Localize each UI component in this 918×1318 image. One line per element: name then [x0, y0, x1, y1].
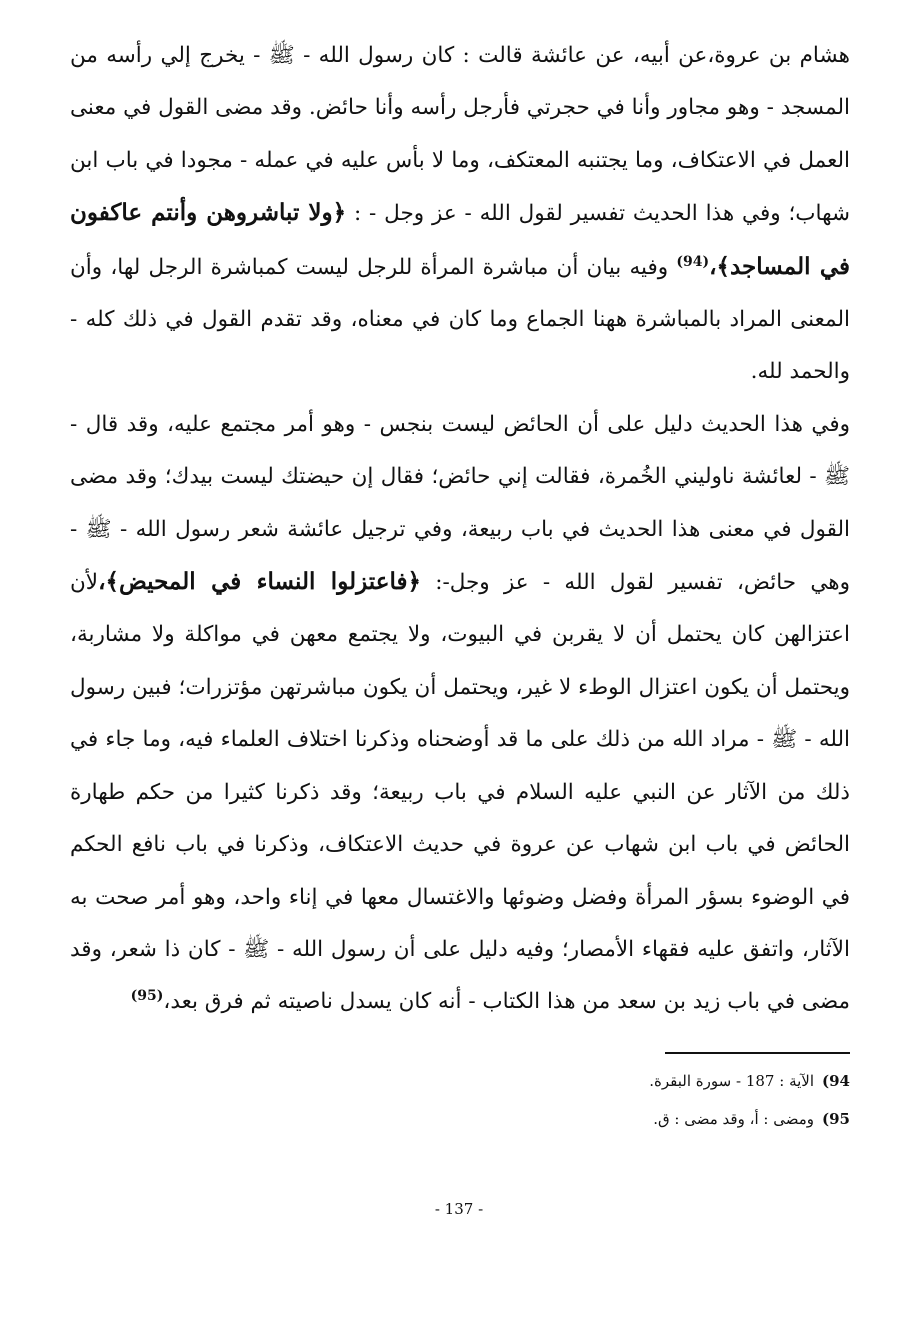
paragraph-1-rest: وفيه بيان أن مباشرة المرأة للرجل ليست كمباشرة الرجل لها، وأن المعنى المراد بالمباشرة ههنا الجماع وما كان في معناه، وقد تقدم القول في ذلك كله - والحمد لله. [70, 254, 850, 385]
footnote-divider [665, 1052, 850, 1054]
footnote-94-text: الآية : 187 - سورة البقرة. [649, 1072, 815, 1090]
footnote-95 [70, 1100, 850, 1138]
footnote-94 [70, 1062, 850, 1100]
footnote-95-text: ومضى : أ، وقد مضى : ق. [653, 1110, 815, 1128]
footnote-ref-95[interactable]: (95) [130, 988, 164, 1005]
paragraph-2-rest: لأن اعتزالهن كان يحتمل أن لا يقربن في البيوت، ولا يجتمع معهن في مواكلة ولا مشاربة، ويحتمل أن يكون اعتزال الوطء لا غير، ويحتمل أن يكون مباشرتهن مؤتزرات؛ فبين رسول الله - ﷺ - مراد الله من ذلك على ما قد أوضحناه وذكرنا اختلاف العلماء فيه، وما جاء في ذلك من الآثار عن النبي عليه السلام في باب ربيعة؛ وقد ذكرنا كثيرا من حكم طهارة الحائض في باب ابن شهاب عن عروة في حديث الاعتكاف، وذكرنا في باب نافع الحكم في الوضوء بسؤر المرأة وفضل وضوئها والاغتسال معها في إناء واحد، وهو أمر صحت به الآثار، واتفق عليه فقهاء الأمصار؛ وفيه دليل على أن رسول الله - ﷺ - كان ذا شعر، وقد مضى في باب زيد بن سعد من هذا الكتاب - أنه كان يسدل ناصيته ثم فرق بعد، [70, 570, 850, 1015]
quran-verse-1: ﴿ولا تباشروهن وأنتم عاكفون في المساجد﴾، [70, 199, 850, 280]
paragraph-1 [70, 30, 850, 399]
paragraph-1-intro: هشام بن عروة،عن أبيه، عن عائشة قالت : كان رسول الله - ﷺ - يخرج إلي رأسه من المسجد - وهو مجاور وأنا في حجرتي فأرجل رأسه وأنا حائض. وقد مضى القول في معنى العمل في الاعتكاف، وما يجتنبه المعتكف، وما لا بأس عليه في عمله - مجودا في باب ابن شهاب؛ وفي هذا الحديث تفسير لقول الله - عز وجل - : [70, 43, 851, 227]
paragraph-2-intro: وفي هذا الحديث دليل على أن الحائض ليست بنجس - وهو أمر مجتمع عليه، وقد قال - ﷺ - لعائشة ناوليني الخُمرة، فقالت إني حائض؛ فقال إن حيضتك ليست بيدك؛ وقد مضى القول في معنى هذا الحديث في باب ربيعة، وفي ترجيل عائشة شعر رسول الله - ﷺ - وهي حائض، تفسير لقول الله - عز وجل-: [70, 411, 850, 596]
footnote-ref-94[interactable]: (94) [676, 253, 710, 270]
paragraph-2 [70, 399, 850, 1029]
footnote-94-number: 94) [822, 1072, 850, 1090]
footnote-95-number: 95) [822, 1110, 850, 1128]
page-body [70, 30, 850, 1280]
footnotes [70, 1062, 850, 1138]
page-number: - 137 - [434, 1200, 484, 1218]
quran-verse-2: ﴿فاعتزلوا النساء في المحيض﴾، [98, 568, 421, 596]
